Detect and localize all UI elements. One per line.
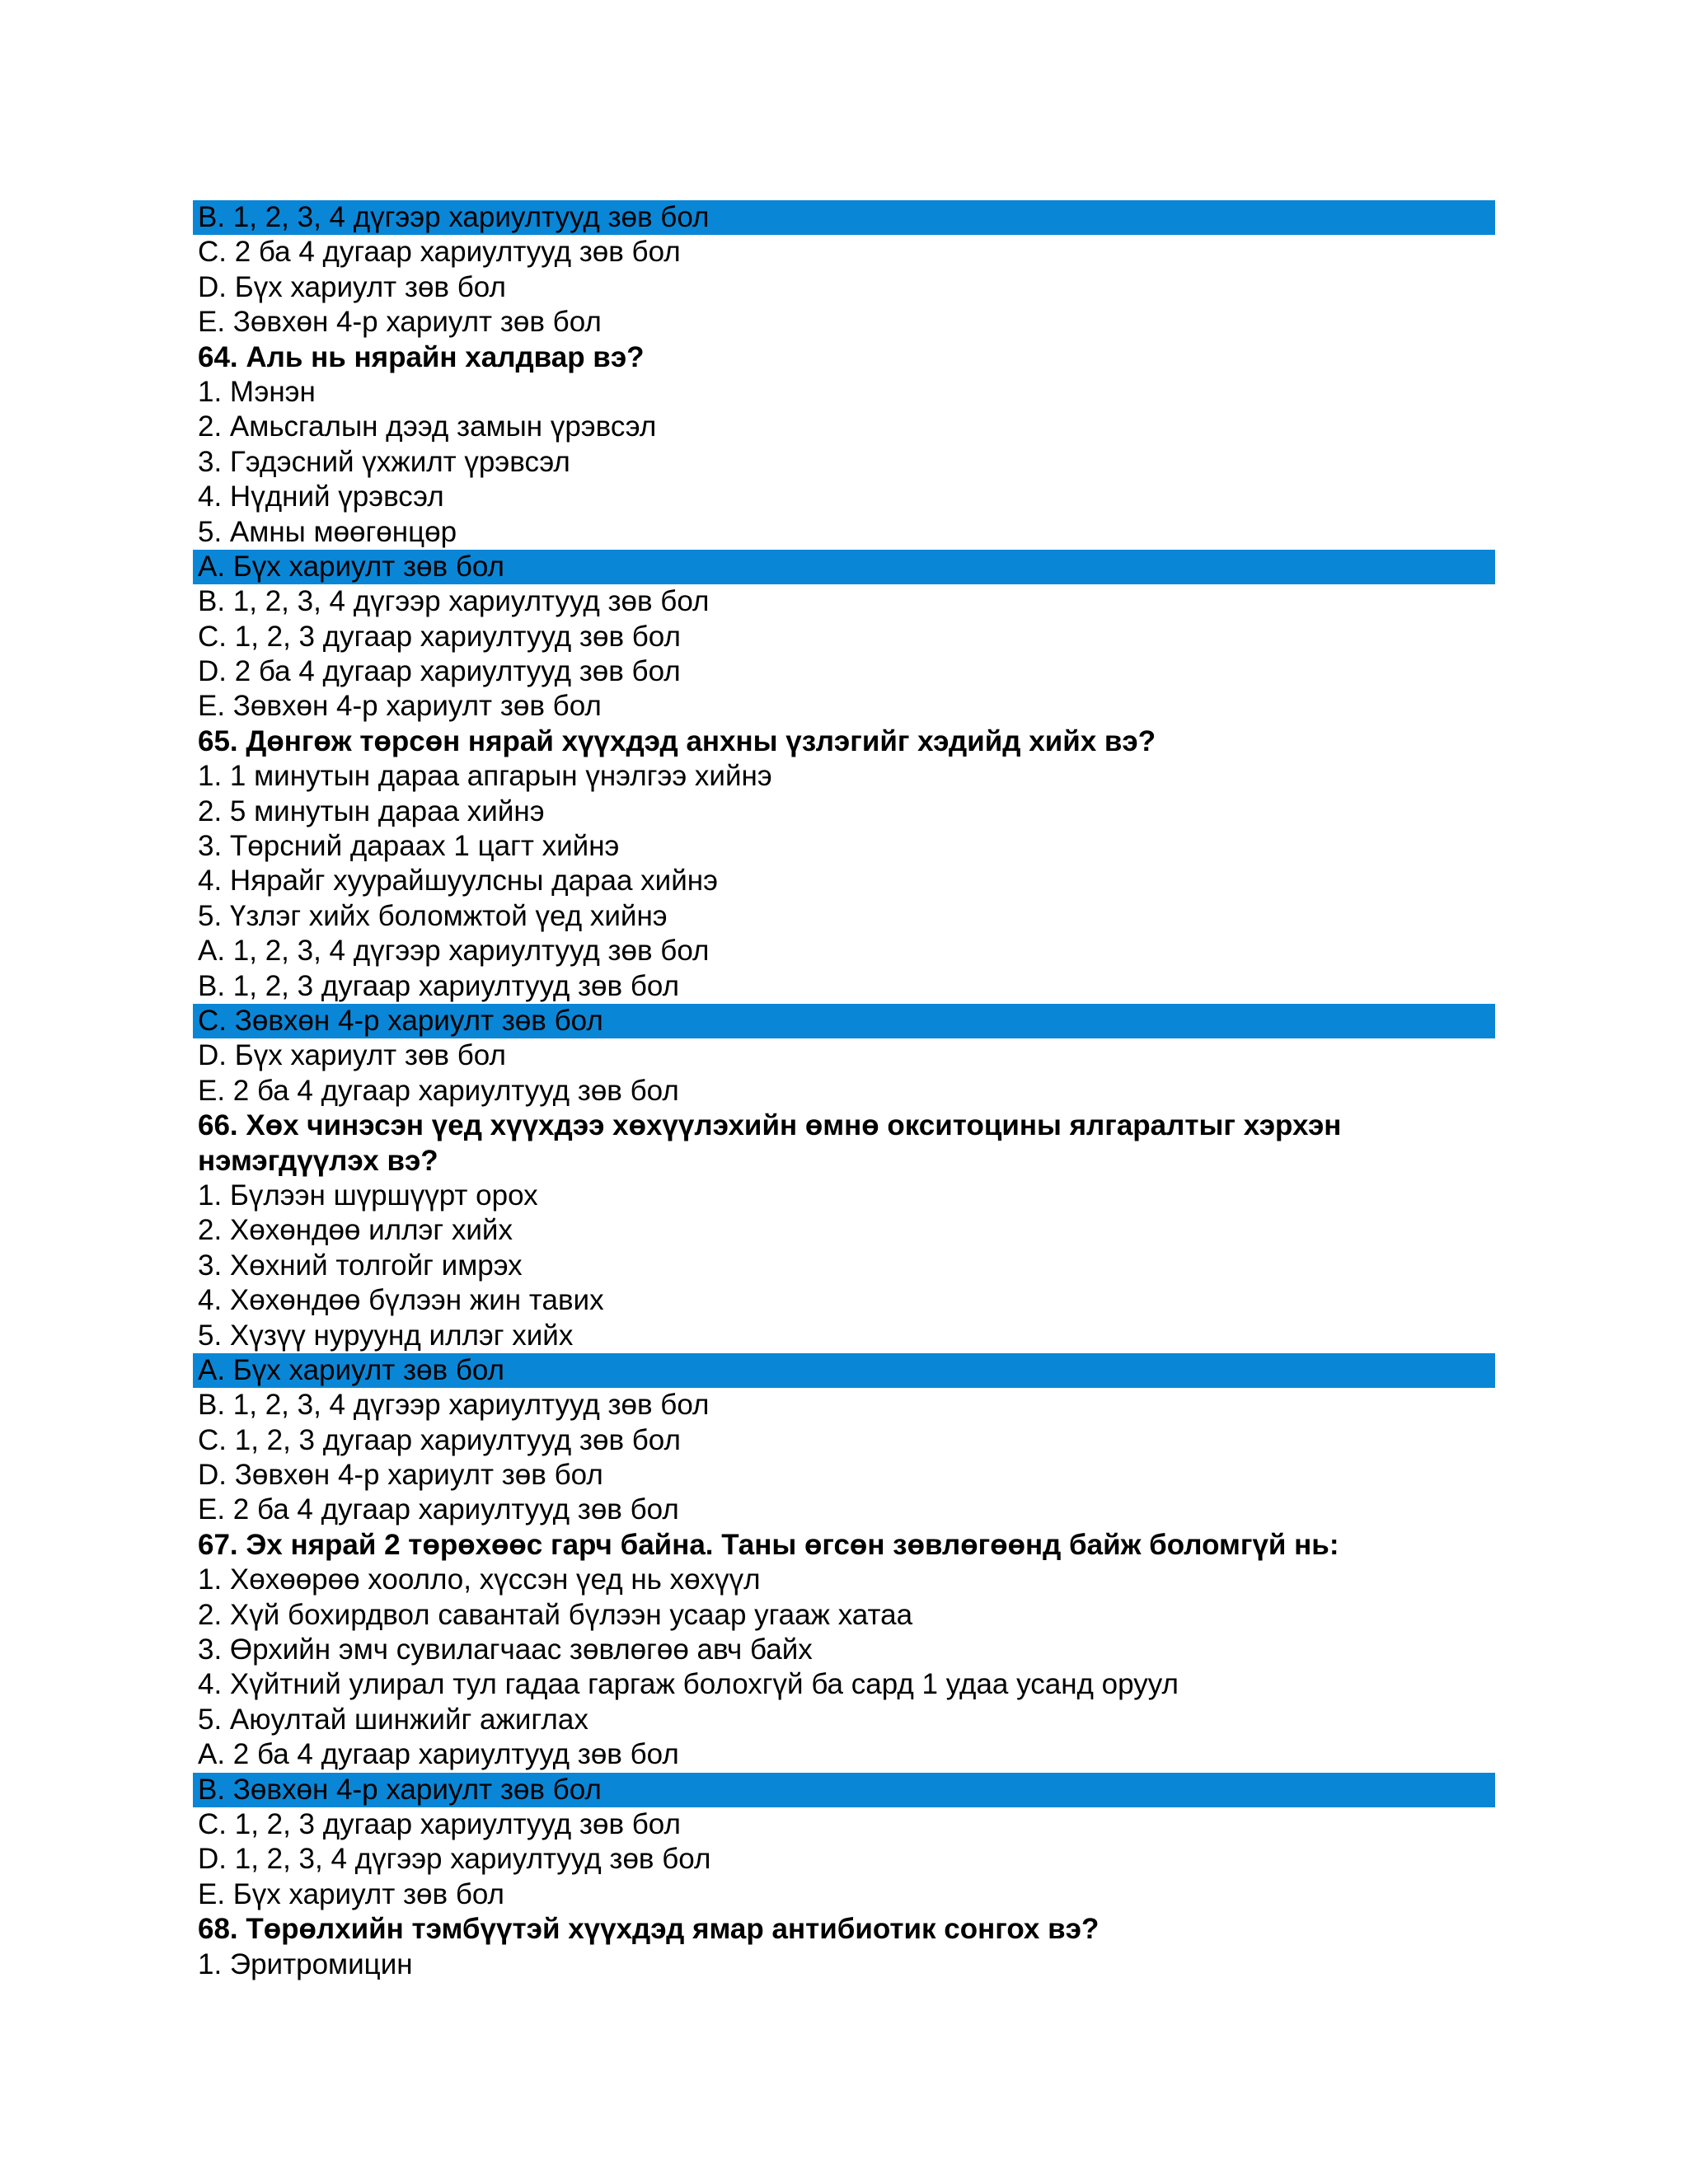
answer-option: B. 1, 2, 3, 4 дүгээр хариултууд зөв бол xyxy=(198,585,710,618)
list-item: 1. Мэнэн xyxy=(198,375,316,408)
answer-option: D. 1, 2, 3, 4 дүгээр хариултууд зөв бол xyxy=(198,1843,711,1876)
answer-option-highlighted: B. 1, 2, 3, 4 дүгээр хариултууд зөв бол xyxy=(193,200,1495,235)
answer-option-highlighted: B. Зөвхөн 4-р хариулт зөв бол xyxy=(193,1773,1495,1807)
list-item: 4. Нярайг хуурайшуулсны дараа хийнэ xyxy=(198,865,718,898)
list-item: 5. Хүзүү нуруунд иллэг хийх xyxy=(198,1319,574,1352)
answer-option-highlighted: A. Бүх хариулт зөв бол xyxy=(193,1353,1495,1388)
answer-option: D. Бүх хариулт зөв бол xyxy=(198,1039,506,1072)
answer-option: E. Бүх хариулт зөв бол xyxy=(198,1877,504,1910)
list-item: 2. Амьсгалын дээд замын үрэвсэл xyxy=(198,410,657,443)
question-list xyxy=(193,200,1495,1982)
question-text: 64. Аль нь нярайн халдвар вэ? xyxy=(198,340,645,373)
answer-option: D. Бүх хариулт зөв бол xyxy=(198,270,506,303)
answer-option: C. 1, 2, 3 дугаар хариултууд зөв бол xyxy=(198,1807,681,1840)
answer-option: B. 1, 2, 3, 4 дүгээр хариултууд зөв бол xyxy=(198,1389,710,1422)
question-text: 65. Дөнгөж төрсөн нярай хүүхдэд анхны үзлэгийг хэдийд хийх вэ? xyxy=(198,724,1156,757)
answer-option: A. 1, 2, 3, 4 дүгээр хариултууд зөв бол xyxy=(198,935,710,968)
answer-option: C. 2 ба 4 дугаар хариултууд зөв бол xyxy=(198,236,681,269)
answer-option: C. 1, 2, 3 дугаар хариултууд зөв бол xyxy=(198,1423,681,1456)
list-item: 4. Хүйтний улирал тул гадаа гаргаж болохгүй ба сард 1 удаа усанд оруул xyxy=(198,1668,1179,1701)
answer-option: D. Зөвхөн 4-р хариулт зөв бол xyxy=(198,1459,603,1492)
answer-option-highlighted: A. Бүх хариулт зөв бол xyxy=(193,550,1495,584)
list-item: 3. Өрхийн эмч сувилагчаас зөвлөгөө авч байх xyxy=(198,1633,813,1666)
list-item: 1. 1 минутын дараа апгарын үнэлгээ хийнэ xyxy=(198,760,772,793)
question-text: 66. Хөх чинэсэн үед хүүхдээ хөхүүлэхийн өмнө окситоцины ялгаралтыг хэрхэн xyxy=(198,1109,1342,1142)
list-item: 5. Аюултай шинжийг ажиглах xyxy=(198,1703,588,1736)
list-item: 3. Гэдэсний үхжилт үрэвсэл xyxy=(198,445,570,478)
answer-option: D. 2 ба 4 дугаар хариултууд зөв бол xyxy=(198,655,681,688)
list-item: 4. Хөхөндөө бүлээн жин тавих xyxy=(198,1284,604,1317)
answer-option-highlighted: C. Зөвхөн 4-р хариулт зөв бол xyxy=(193,1004,1495,1038)
list-item: 1. Хөхөөрөө хоолло, хүссэн үед нь хөхүүл xyxy=(198,1563,761,1596)
answer-option: E. 2 ба 4 дугаар хариултууд зөв бол xyxy=(198,1074,679,1107)
answer-option: E. 2 ба 4 дугаар хариултууд зөв бол xyxy=(198,1493,679,1526)
answer-option: C. 1, 2, 3 дугаар хариултууд зөв бол xyxy=(198,620,681,653)
list-item: 1. Бүлээн шүршүүрт орох xyxy=(198,1179,538,1212)
list-item: 5. Амны мөөгөнцөр xyxy=(198,515,457,548)
list-item: 5. Үзлэг хийх боломжтой үед хийнэ xyxy=(198,899,668,932)
answer-option: E. Зөвхөн 4-р хариулт зөв бол xyxy=(198,690,602,723)
list-item: 2. 5 минутын дараа хийнэ xyxy=(198,794,545,827)
list-item: 1. Эритромицин xyxy=(198,1947,413,1980)
answer-option: E. Зөвхөн 4-р хариулт зөв бол xyxy=(198,306,602,339)
list-item: 2. Хүй бохирдвол савантай бүлээн усаар угааж хатаа xyxy=(198,1598,913,1631)
question-text: нэмэгдүүлэх вэ? xyxy=(198,1144,438,1177)
answer-option: B. 1, 2, 3 дугаар хариултууд зөв бол xyxy=(198,969,679,1002)
question-text: 68. Төрөлхийн тэмбүүтэй хүүхдэд ямар антибиотик сонгох вэ? xyxy=(198,1913,1100,1946)
list-item: 3. Хөхний толгойг имрэх xyxy=(198,1249,523,1282)
question-text: 67. Эх нярай 2 төрөхөөс гарч байна. Таны өгсөн зөвлөгөөнд байж боломгүй нь: xyxy=(198,1528,1339,1561)
list-item: 3. Төрсний дараах 1 цагт хийнэ xyxy=(198,830,620,863)
list-item: 4. Нүдний үрэвсэл xyxy=(198,480,444,513)
answer-option: A. 2 ба 4 дугаар хариултууд зөв бол xyxy=(198,1738,679,1771)
list-item: 2. Хөхөндөө иллэг хийх xyxy=(198,1214,513,1247)
